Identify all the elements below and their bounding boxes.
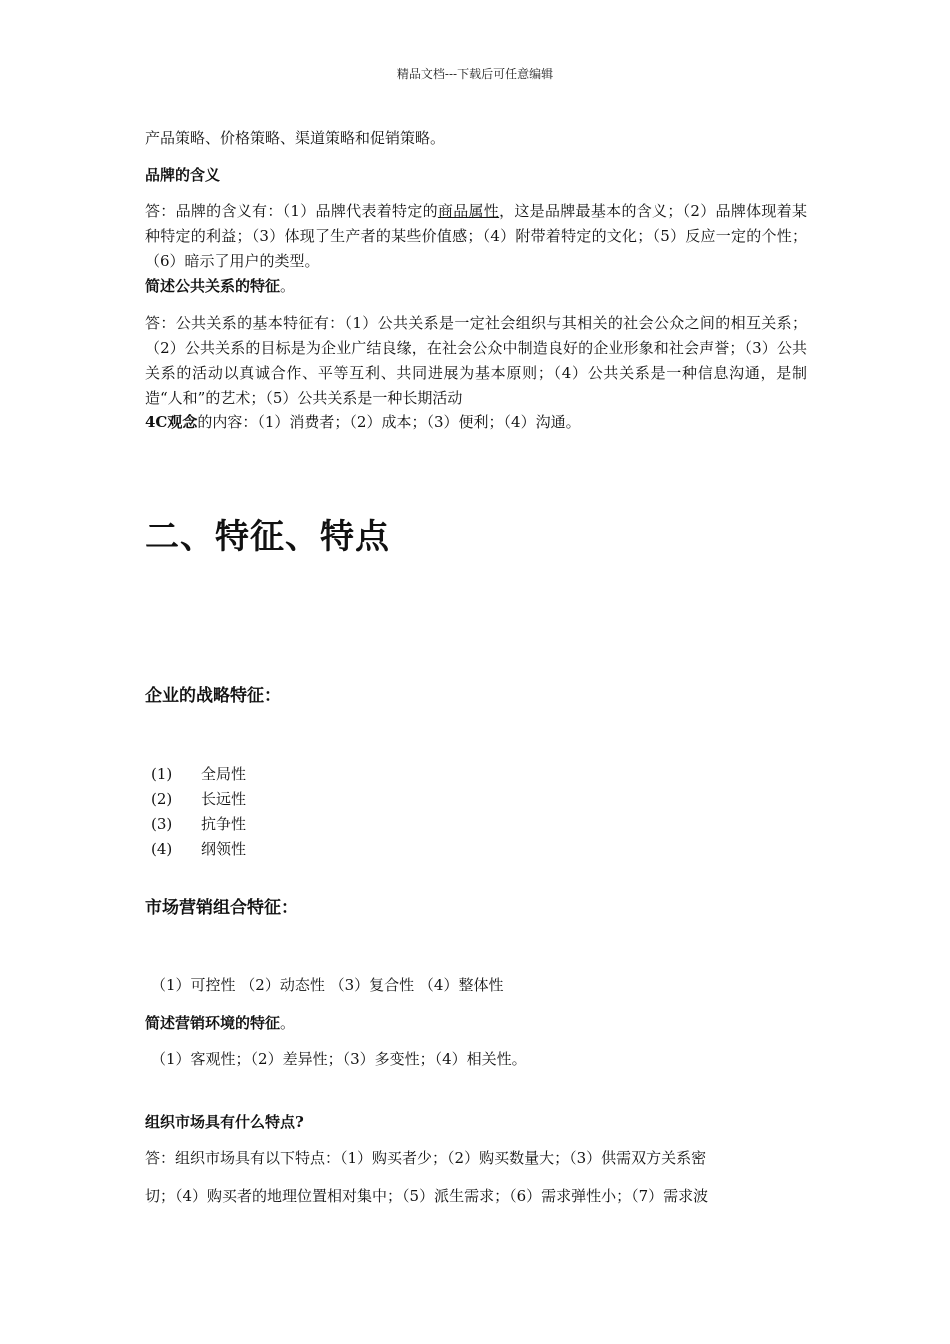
- paragraph-pr-answer: 答：公共关系的基本特征有：（1）公共关系是一定社会组织与其相关的社会公众之间的相互关系；（2）公共关系的目标是为企业广结良缘，在社会公众中制造良好的企业形象和社会声誉；（3）公共关系的活动以真诚合作、平等互利、共同进展为基本原则；（4）公共关系是一种信息沟通，是制造“人和”的艺术；（5）公共关系是一种长期活动: [145, 314, 807, 407]
- pr-title-bold: 简述公共关系的特征: [145, 277, 281, 295]
- heading-public-relations: [145, 276, 295, 296]
- env-title-bold: 简述营销环境的特征: [145, 1014, 281, 1032]
- brand-answer-start: 答：品牌的含义有：（1）品牌代表着特定的: [145, 202, 438, 220]
- list-item: (1) 全局性: [151, 765, 247, 783]
- heading-marketing-environment: [145, 1013, 295, 1033]
- 4c-content: 的内容：（1）消费者；（2）成本；（3）便利；（4）沟通。: [197, 413, 581, 431]
- brand-answer-end: ，这是品牌最基本的含义；（2）品牌体现着某种特定的利益；（3）体现了生产者的某些价值感；（4）附带着特定的文化；（5）反应一定的个性；（6）暗示了用户的类型。: [145, 202, 807, 270]
- 4c-title-bold: 4C观念: [145, 413, 198, 431]
- list-item: (2) 长远性: [151, 790, 247, 808]
- paragraph-4c-concept: [145, 412, 581, 432]
- paragraph-brand-answer: [145, 199, 807, 274]
- heading-strategy-features: 企业的战略特征：: [145, 686, 281, 706]
- paragraph-marketing-strategies: 产品策略、价格策略、渠道策略和促销策略。: [145, 129, 446, 147]
- marketing-mix-items: （1）可控性 （2）动态性 （3）复合性 （4）整体性: [151, 976, 504, 994]
- brand-answer-underlined: 商品属性: [437, 202, 500, 220]
- heading-brand-meaning: 品牌的含义: [145, 166, 221, 184]
- heading-marketing-mix: 市场营销组合特征：: [145, 898, 298, 918]
- marketing-environment-items: （1）客观性；（2）差异性；（3）多变性；（4）相关性。: [151, 1050, 527, 1068]
- list-item: (4) 纲领性: [151, 840, 247, 858]
- section-title: 二、特征、特点: [145, 517, 390, 557]
- list-item: (3) 抗争性: [151, 815, 247, 833]
- page-header: 精品文档---下载后可任意编辑: [396, 67, 554, 81]
- org-answer-line-1: 答：组织市场具有以下特点：（1）购买者少；（2）购买数量大；（3）供需双方关系密: [145, 1149, 707, 1167]
- org-answer-line-2: 切；（4）购买者的地理位置相对集中；（5）派生需求；（6）需求弹性小；（7）需求波: [145, 1187, 709, 1205]
- heading-organization-market: 组织市场具有什么特点?: [145, 1113, 304, 1131]
- pr-title-tail: 。: [280, 277, 296, 295]
- env-title-tail: 。: [280, 1014, 296, 1032]
